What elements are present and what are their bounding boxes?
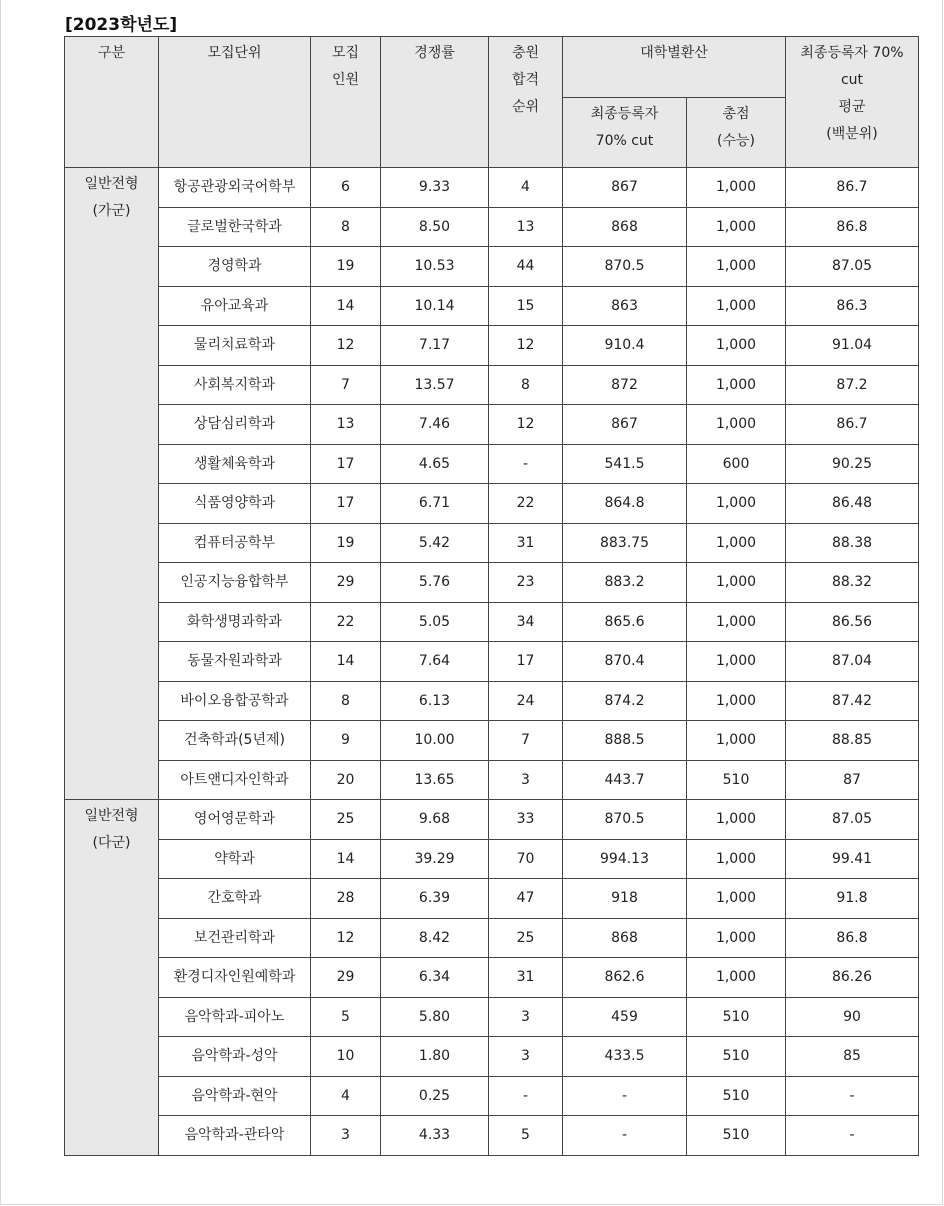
recruit-cell: 29 <box>311 563 381 603</box>
unit-cell: 상담심리학과 <box>159 405 311 445</box>
rank-cell: 24 <box>489 681 563 721</box>
average-cell: 87.05 <box>786 800 919 840</box>
cut-cell: 874.2 <box>563 681 687 721</box>
cut-cell: 994.13 <box>563 839 687 879</box>
header-univ-conversion: 대학별환산 <box>563 37 786 98</box>
rank-cell: 8 <box>489 365 563 405</box>
average-cell: 99.41 <box>786 839 919 879</box>
total-cell: 1,000 <box>687 326 786 366</box>
average-cell: 91.04 <box>786 326 919 366</box>
rank-cell: 13 <box>489 207 563 247</box>
cut-cell: 918 <box>563 879 687 919</box>
competition-cell: 39.29 <box>381 839 489 879</box>
recruit-cell: 19 <box>311 247 381 287</box>
total-cell: 1,000 <box>687 247 786 287</box>
competition-cell: 10.14 <box>381 286 489 326</box>
unit-cell: 약학과 <box>159 839 311 879</box>
header-final70: 최종등록자 70% cut <box>563 98 687 168</box>
recruit-cell: 29 <box>311 958 381 998</box>
unit-cell: 인공지능융합학부 <box>159 563 311 603</box>
total-cell: 1,000 <box>687 879 786 919</box>
rank-cell: - <box>489 1076 563 1116</box>
unit-cell: 환경디자인원예학과 <box>159 958 311 998</box>
unit-cell: 생활체육학과 <box>159 444 311 484</box>
average-cell: 86.8 <box>786 918 919 958</box>
competition-cell: 0.25 <box>381 1076 489 1116</box>
recruit-cell: 14 <box>311 839 381 879</box>
competition-cell: 4.65 <box>381 444 489 484</box>
recruit-cell: 9 <box>311 721 381 761</box>
total-cell: 510 <box>687 760 786 800</box>
cut-cell: 888.5 <box>563 721 687 761</box>
table-header <box>65 37 919 168</box>
competition-cell: 10.53 <box>381 247 489 287</box>
total-cell: 1,000 <box>687 918 786 958</box>
unit-cell: 유아교육과 <box>159 286 311 326</box>
rank-cell: 44 <box>489 247 563 287</box>
competition-cell: 8.42 <box>381 918 489 958</box>
header-recruit: 모집 인원 <box>311 37 381 168</box>
header-competition: 경쟁률 <box>381 37 489 168</box>
unit-cell: 보건관리학과 <box>159 918 311 958</box>
total-cell: 1,000 <box>687 958 786 998</box>
average-cell: 88.32 <box>786 563 919 603</box>
unit-cell: 영어영문학과 <box>159 800 311 840</box>
recruit-cell: 13 <box>311 405 381 445</box>
rank-cell: 22 <box>489 484 563 524</box>
rank-cell: 31 <box>489 958 563 998</box>
average-cell: 86.26 <box>786 958 919 998</box>
cut-cell: 867 <box>563 168 687 208</box>
competition-cell: 5.80 <box>381 997 489 1037</box>
competition-cell: 6.71 <box>381 484 489 524</box>
header-average: 최종등록자 70% cut 평균 (백분위) <box>786 37 919 168</box>
table-row <box>65 918 919 958</box>
cut-cell: 870.5 <box>563 247 687 287</box>
competition-cell: 5.76 <box>381 563 489 603</box>
average-cell: 86.56 <box>786 602 919 642</box>
total-cell: 1,000 <box>687 839 786 879</box>
competition-cell: 9.33 <box>381 168 489 208</box>
average-cell: 90.25 <box>786 444 919 484</box>
table-row <box>65 286 919 326</box>
competition-cell: 6.39 <box>381 879 489 919</box>
average-cell: 88.38 <box>786 523 919 563</box>
total-cell: 1,000 <box>687 484 786 524</box>
admission-results-table <box>64 36 919 1156</box>
cut-cell: 459 <box>563 997 687 1037</box>
recruit-cell: 17 <box>311 484 381 524</box>
cut-cell: 870.5 <box>563 800 687 840</box>
group-label: 일반전형 (가군) <box>65 168 159 800</box>
average-cell: 86.7 <box>786 168 919 208</box>
unit-cell: 음악학과-현악 <box>159 1076 311 1116</box>
average-cell: 87.2 <box>786 365 919 405</box>
unit-cell: 아트앤디자인학과 <box>159 760 311 800</box>
average-cell: 87.05 <box>786 247 919 287</box>
competition-cell: 5.05 <box>381 602 489 642</box>
recruit-cell: 8 <box>311 207 381 247</box>
cut-cell: 541.5 <box>563 444 687 484</box>
total-cell: 1,000 <box>687 602 786 642</box>
recruit-cell: 5 <box>311 997 381 1037</box>
total-cell: 600 <box>687 444 786 484</box>
average-cell: 88.85 <box>786 721 919 761</box>
recruit-cell: 8 <box>311 681 381 721</box>
competition-cell: 13.65 <box>381 760 489 800</box>
table-row <box>65 405 919 445</box>
unit-cell: 간호학과 <box>159 879 311 919</box>
rank-cell: 7 <box>489 721 563 761</box>
cut-cell: 863 <box>563 286 687 326</box>
rank-cell: 15 <box>489 286 563 326</box>
table-row <box>65 1037 919 1077</box>
unit-cell: 바이오융합공학과 <box>159 681 311 721</box>
cut-cell: 867 <box>563 405 687 445</box>
table-row <box>65 207 919 247</box>
rank-cell: 17 <box>489 642 563 682</box>
table-row <box>65 879 919 919</box>
average-cell: 86.48 <box>786 484 919 524</box>
rank-cell: 3 <box>489 997 563 1037</box>
total-cell: 1,000 <box>687 563 786 603</box>
competition-cell: 13.57 <box>381 365 489 405</box>
recruit-cell: 4 <box>311 1076 381 1116</box>
rank-cell: 33 <box>489 800 563 840</box>
competition-cell: 6.13 <box>381 681 489 721</box>
table-row <box>65 484 919 524</box>
table-row <box>65 523 919 563</box>
table-row <box>65 721 919 761</box>
header-unit: 모집단위 <box>159 37 311 168</box>
table-row <box>65 1116 919 1156</box>
recruit-cell: 12 <box>311 918 381 958</box>
table-row <box>65 326 919 366</box>
recruit-cell: 6 <box>311 168 381 208</box>
recruit-cell: 10 <box>311 1037 381 1077</box>
group-label: 일반전형 (다군) <box>65 800 159 1156</box>
average-cell: 86.7 <box>786 405 919 445</box>
total-cell: 510 <box>687 997 786 1037</box>
cut-cell: 910.4 <box>563 326 687 366</box>
competition-cell: 9.68 <box>381 800 489 840</box>
recruit-cell: 7 <box>311 365 381 405</box>
header-rank: 충원 합격 순위 <box>489 37 563 168</box>
recruit-cell: 25 <box>311 800 381 840</box>
table-row <box>65 365 919 405</box>
average-cell: 86.8 <box>786 207 919 247</box>
table-row <box>65 839 919 879</box>
total-cell: 510 <box>687 1037 786 1077</box>
cut-cell: 868 <box>563 207 687 247</box>
total-cell: 1,000 <box>687 721 786 761</box>
cut-cell: 433.5 <box>563 1037 687 1077</box>
unit-cell: 음악학과-피아노 <box>159 997 311 1037</box>
rank-cell: 23 <box>489 563 563 603</box>
unit-cell: 사회복지학과 <box>159 365 311 405</box>
competition-cell: 1.80 <box>381 1037 489 1077</box>
recruit-cell: 3 <box>311 1116 381 1156</box>
total-cell: 510 <box>687 1076 786 1116</box>
unit-cell: 식품영양학과 <box>159 484 311 524</box>
recruit-cell: 12 <box>311 326 381 366</box>
recruit-cell: 19 <box>311 523 381 563</box>
average-cell: 86.3 <box>786 286 919 326</box>
total-cell: 1,000 <box>687 405 786 445</box>
total-cell: 1,000 <box>687 800 786 840</box>
rank-cell: 70 <box>489 839 563 879</box>
table-row <box>65 563 919 603</box>
rank-cell: 3 <box>489 1037 563 1077</box>
header-total: 총점 (수능) <box>687 98 786 168</box>
average-cell: 87.04 <box>786 642 919 682</box>
table-row <box>65 602 919 642</box>
average-cell: 87 <box>786 760 919 800</box>
competition-cell: 10.00 <box>381 721 489 761</box>
average-cell: 87.42 <box>786 681 919 721</box>
table-row <box>65 247 919 287</box>
average-cell: - <box>786 1076 919 1116</box>
unit-cell: 음악학과-성악 <box>159 1037 311 1077</box>
table-row <box>65 760 919 800</box>
total-cell: 1,000 <box>687 168 786 208</box>
average-cell: 90 <box>786 997 919 1037</box>
rank-cell: 34 <box>489 602 563 642</box>
recruit-cell: 20 <box>311 760 381 800</box>
page-title: [2023학년도] <box>65 15 178 35</box>
total-cell: 1,000 <box>687 523 786 563</box>
rank-cell: 3 <box>489 760 563 800</box>
rank-cell: 47 <box>489 879 563 919</box>
unit-cell: 음악학과-관타악 <box>159 1116 311 1156</box>
unit-cell: 글로벌한국학과 <box>159 207 311 247</box>
total-cell: 1,000 <box>687 365 786 405</box>
table-row <box>65 168 919 208</box>
cut-cell: 883.2 <box>563 563 687 603</box>
unit-cell: 항공관광외국어학부 <box>159 168 311 208</box>
average-cell: 85 <box>786 1037 919 1077</box>
table-row <box>65 958 919 998</box>
header-gubun: 구분 <box>65 37 159 168</box>
total-cell: 1,000 <box>687 642 786 682</box>
competition-cell: 6.34 <box>381 958 489 998</box>
total-cell: 510 <box>687 1116 786 1156</box>
average-cell: 91.8 <box>786 879 919 919</box>
cut-cell: 868 <box>563 918 687 958</box>
cut-cell: 862.6 <box>563 958 687 998</box>
average-cell: - <box>786 1116 919 1156</box>
unit-cell: 물리치료학과 <box>159 326 311 366</box>
unit-cell: 동물자원과학과 <box>159 642 311 682</box>
rank-cell: 31 <box>489 523 563 563</box>
rank-cell: 25 <box>489 918 563 958</box>
cut-cell: - <box>563 1116 687 1156</box>
rank-cell: 12 <box>489 326 563 366</box>
recruit-cell: 28 <box>311 879 381 919</box>
table-row <box>65 444 919 484</box>
rank-cell: 4 <box>489 168 563 208</box>
unit-cell: 건축학과(5년제) <box>159 721 311 761</box>
table-row <box>65 642 919 682</box>
competition-cell: 7.17 <box>381 326 489 366</box>
cut-cell: 865.6 <box>563 602 687 642</box>
rank-cell: - <box>489 444 563 484</box>
total-cell: 1,000 <box>687 207 786 247</box>
competition-cell: 7.64 <box>381 642 489 682</box>
table-row <box>65 681 919 721</box>
recruit-cell: 14 <box>311 642 381 682</box>
table-row <box>65 997 919 1037</box>
recruit-cell: 17 <box>311 444 381 484</box>
competition-cell: 8.50 <box>381 207 489 247</box>
unit-cell: 경영학과 <box>159 247 311 287</box>
table-row <box>65 1076 919 1116</box>
table-body <box>65 168 919 1156</box>
recruit-cell: 14 <box>311 286 381 326</box>
total-cell: 1,000 <box>687 681 786 721</box>
cut-cell: - <box>563 1076 687 1116</box>
cut-cell: 870.4 <box>563 642 687 682</box>
rank-cell: 12 <box>489 405 563 445</box>
cut-cell: 883.75 <box>563 523 687 563</box>
recruit-cell: 22 <box>311 602 381 642</box>
cut-cell: 872 <box>563 365 687 405</box>
total-cell: 1,000 <box>687 286 786 326</box>
table-row <box>65 800 919 840</box>
cut-cell: 443.7 <box>563 760 687 800</box>
competition-cell: 5.42 <box>381 523 489 563</box>
unit-cell: 화학생명과학과 <box>159 602 311 642</box>
competition-cell: 4.33 <box>381 1116 489 1156</box>
unit-cell: 컴퓨터공학부 <box>159 523 311 563</box>
rank-cell: 5 <box>489 1116 563 1156</box>
competition-cell: 7.46 <box>381 405 489 445</box>
cut-cell: 864.8 <box>563 484 687 524</box>
